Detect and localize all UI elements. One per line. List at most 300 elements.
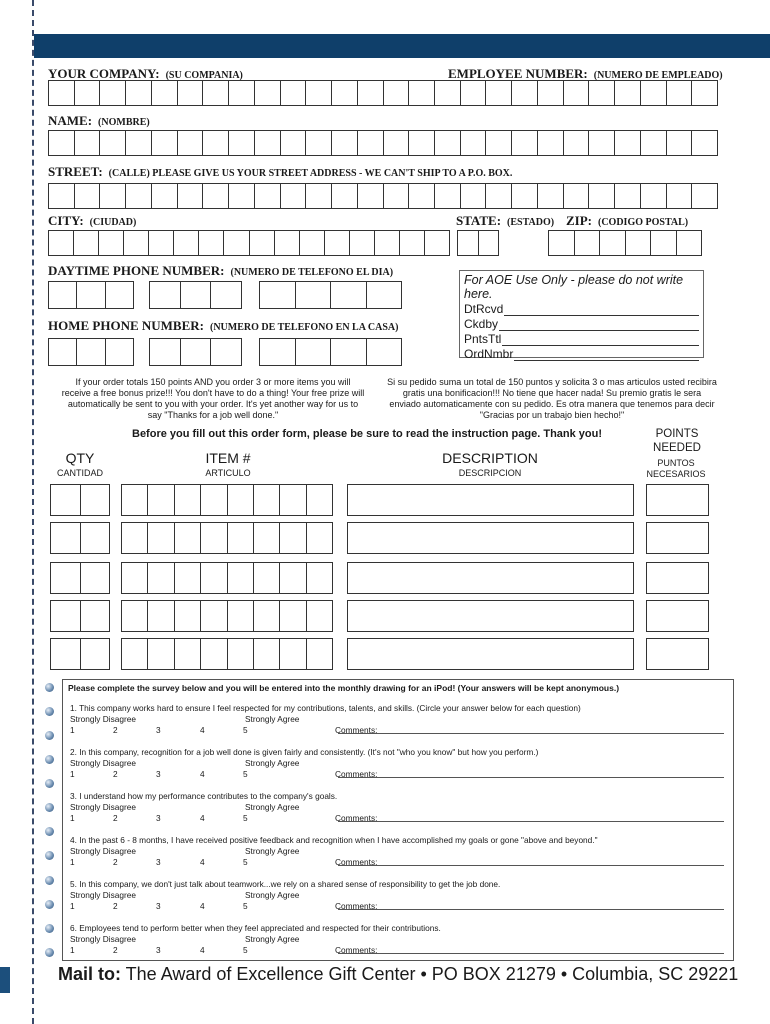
binder-hole-icon <box>45 924 54 933</box>
binder-hole-icon <box>45 683 54 692</box>
char-box[interactable] <box>331 339 367 365</box>
rating-option-1[interactable]: 1 <box>70 945 75 955</box>
rating-option-4[interactable]: 4 <box>200 725 205 735</box>
char-box[interactable] <box>400 231 425 255</box>
char-box[interactable] <box>615 81 641 105</box>
char-box[interactable] <box>99 231 124 255</box>
survey-question-text: 6. Employees tend to perform better when they feel appreciated and respected for their contributions. <box>70 923 441 933</box>
char-box[interactable] <box>148 563 174 593</box>
char-box[interactable] <box>49 184 75 208</box>
home-phone-prefix-boxes[interactable] <box>149 338 242 366</box>
char-box[interactable] <box>307 563 333 593</box>
char-box[interactable] <box>281 184 307 208</box>
zip-boxes[interactable] <box>548 230 702 256</box>
survey-question-6 <box>70 923 730 956</box>
points-input-row-1[interactable] <box>646 484 709 516</box>
rating-option-3[interactable]: 3 <box>156 857 161 867</box>
char-box[interactable] <box>228 601 254 631</box>
char-box[interactable] <box>692 131 718 155</box>
char-box[interactable] <box>331 282 367 308</box>
char-box[interactable] <box>228 485 254 515</box>
binder-hole-icon <box>45 803 54 812</box>
daytime-phone-area-boxes[interactable] <box>48 281 134 309</box>
strongly-disagree-label: Strongly Disagree <box>70 890 136 900</box>
char-box[interactable] <box>148 601 174 631</box>
rating-option-3[interactable]: 3 <box>156 813 161 823</box>
strongly-agree-label: Strongly Agree <box>245 934 300 944</box>
daytime-phone-prefix-boxes[interactable] <box>149 281 242 309</box>
char-box[interactable] <box>229 184 255 208</box>
char-box[interactable] <box>106 282 134 308</box>
char-box[interactable] <box>358 184 384 208</box>
char-box[interactable] <box>564 131 590 155</box>
char-box[interactable] <box>122 601 148 631</box>
binder-hole-icon <box>45 707 54 716</box>
char-box[interactable] <box>203 184 229 208</box>
char-box[interactable] <box>100 131 126 155</box>
char-box[interactable] <box>178 184 204 208</box>
char-box[interactable] <box>692 81 718 105</box>
char-box[interactable] <box>254 485 280 515</box>
char-box[interactable] <box>280 563 306 593</box>
char-box[interactable] <box>228 639 254 669</box>
rating-option-1[interactable]: 1 <box>70 813 75 823</box>
item-input-row-5[interactable] <box>121 638 333 670</box>
char-box[interactable] <box>148 485 174 515</box>
char-box[interactable] <box>549 231 575 255</box>
binder-hole-icon <box>45 948 54 957</box>
char-box[interactable] <box>615 184 641 208</box>
name-boxes[interactable] <box>48 130 718 156</box>
char-box[interactable] <box>458 231 479 255</box>
home-phone-line-boxes[interactable] <box>259 338 402 366</box>
char-box[interactable] <box>254 601 280 631</box>
char-box[interactable] <box>486 131 512 155</box>
char-box[interactable] <box>203 81 229 105</box>
char-box[interactable] <box>435 184 461 208</box>
char-box[interactable] <box>300 231 325 255</box>
char-box[interactable] <box>307 485 333 515</box>
char-box[interactable] <box>203 131 229 155</box>
char-box[interactable] <box>201 523 227 553</box>
char-box[interactable] <box>149 231 174 255</box>
strongly-agree-label: Strongly Agree <box>245 802 300 812</box>
char-box[interactable] <box>122 563 148 593</box>
char-box[interactable] <box>174 231 199 255</box>
city-boxes[interactable] <box>48 230 450 256</box>
char-box[interactable] <box>296 339 332 365</box>
comments-field[interactable]: Comments: <box>335 769 724 781</box>
binder-hole-icon <box>45 827 54 836</box>
char-box[interactable] <box>75 131 101 155</box>
char-box[interactable] <box>150 282 181 308</box>
char-box[interactable] <box>100 184 126 208</box>
char-box[interactable] <box>126 81 152 105</box>
strongly-disagree-label: Strongly Disagree <box>70 802 136 812</box>
char-box[interactable] <box>641 184 667 208</box>
qty-input-row-2[interactable] <box>50 522 110 554</box>
char-box[interactable] <box>51 563 81 593</box>
aoe-title: For AOE Use Only - please do not write here. <box>464 273 684 301</box>
char-box[interactable] <box>589 131 615 155</box>
description-input-row-4[interactable] <box>347 600 634 632</box>
strongly-agree-label: Strongly Agree <box>245 890 300 900</box>
aoe-line-date-received: DtRcvd <box>464 302 699 316</box>
char-box[interactable] <box>358 131 384 155</box>
char-box[interactable] <box>564 81 590 105</box>
char-box[interactable] <box>201 601 227 631</box>
employee-number-label: EMPLOYEE NUMBER: (NUMERO DE EMPLEADO) <box>448 66 723 81</box>
description-input-row-2[interactable] <box>347 522 634 554</box>
state-boxes[interactable] <box>457 230 499 256</box>
strongly-disagree-label: Strongly Disagree <box>70 714 136 724</box>
char-box[interactable] <box>409 81 435 105</box>
qty-input-row-1[interactable] <box>50 484 110 516</box>
home-phone-area-boxes[interactable] <box>48 338 134 366</box>
rating-option-4[interactable]: 4 <box>200 813 205 823</box>
qty-input-row-4[interactable] <box>50 600 110 632</box>
char-box[interactable] <box>49 282 77 308</box>
char-box[interactable] <box>81 563 111 593</box>
survey-question-5 <box>70 879 730 912</box>
binder-hole-icon <box>45 731 54 740</box>
binder-hole-icon <box>45 900 54 909</box>
char-box[interactable] <box>651 231 677 255</box>
char-box[interactable] <box>589 184 615 208</box>
char-box[interactable] <box>201 485 227 515</box>
char-box[interactable] <box>667 184 693 208</box>
char-box[interactable] <box>224 231 249 255</box>
rating-option-3[interactable]: 3 <box>156 901 161 911</box>
char-box[interactable] <box>126 184 152 208</box>
char-box[interactable] <box>75 184 101 208</box>
rating-option-2[interactable]: 2 <box>113 945 118 955</box>
aoe-line-order-number: OrdNmbr <box>464 347 699 361</box>
char-box[interactable] <box>306 81 332 105</box>
char-box[interactable] <box>178 81 204 105</box>
rating-option-5[interactable]: 5 <box>243 725 248 735</box>
item-subheader: ARTICULO <box>205 468 251 478</box>
char-box[interactable] <box>81 601 111 631</box>
char-box[interactable] <box>409 131 435 155</box>
comments-field[interactable]: Comments: <box>335 945 724 957</box>
rating-option-1[interactable]: 1 <box>70 901 75 911</box>
char-box[interactable] <box>51 523 81 553</box>
char-box[interactable] <box>260 282 296 308</box>
char-box[interactable] <box>51 485 81 515</box>
char-box[interactable] <box>615 131 641 155</box>
mail-address: The Award of Excellence Gift Center • PO BOX 21279 • Columbia, SC 29221 <box>121 964 739 984</box>
comments-field[interactable]: Comments: <box>335 901 724 913</box>
char-box[interactable] <box>74 231 99 255</box>
rating-option-2[interactable]: 2 <box>113 725 118 735</box>
char-box[interactable] <box>512 81 538 105</box>
strongly-agree-label: Strongly Agree <box>245 846 300 856</box>
rating-option-1[interactable]: 1 <box>70 769 75 779</box>
description-input-row-1[interactable] <box>347 484 634 516</box>
comments-field[interactable]: Comments: <box>335 725 724 737</box>
survey-question-4 <box>70 835 730 868</box>
char-box[interactable] <box>281 81 307 105</box>
char-box[interactable] <box>306 131 332 155</box>
char-box[interactable] <box>692 184 718 208</box>
char-box[interactable] <box>152 81 178 105</box>
qty-input-row-5[interactable] <box>50 638 110 670</box>
char-box[interactable] <box>49 231 74 255</box>
char-box[interactable] <box>280 485 306 515</box>
char-box[interactable] <box>49 131 75 155</box>
char-box[interactable] <box>254 639 280 669</box>
page-tab <box>0 967 10 993</box>
rating-option-2[interactable]: 2 <box>113 901 118 911</box>
char-box[interactable] <box>332 81 358 105</box>
item-input-row-4[interactable] <box>121 600 333 632</box>
rating-option-4[interactable]: 4 <box>200 945 205 955</box>
char-box[interactable] <box>106 339 134 365</box>
rating-option-4[interactable]: 4 <box>200 901 205 911</box>
description-subheader: DESCRIPCION <box>458 468 522 478</box>
item-input-row-2[interactable] <box>121 522 333 554</box>
char-box[interactable] <box>667 131 693 155</box>
order-instruction: Before you fill out this order form, please be sure to read the instruction page. Thank you! <box>132 428 603 440</box>
aoe-line-checked-by: Ckdby <box>464 317 699 331</box>
header-bar <box>34 34 770 58</box>
char-box[interactable] <box>512 184 538 208</box>
char-box[interactable] <box>435 81 461 105</box>
survey-question-text: 5. In this company, we don't just talk about teamwork...we rely on a shared sense of responsibility to get the job done. <box>70 879 501 889</box>
rating-option-2[interactable]: 2 <box>113 857 118 867</box>
char-box[interactable] <box>175 485 201 515</box>
char-box[interactable] <box>201 639 227 669</box>
rating-option-3[interactable]: 3 <box>156 945 161 955</box>
char-box[interactable] <box>254 563 280 593</box>
char-box[interactable] <box>152 184 178 208</box>
char-box[interactable] <box>538 184 564 208</box>
survey-question-text: 1. This company works hard to ensure I feel respected for my contributions, talents, and skills. (Circle your answer below for each question) <box>70 703 581 713</box>
char-box[interactable] <box>255 81 281 105</box>
char-box[interactable] <box>409 184 435 208</box>
char-box[interactable] <box>384 81 410 105</box>
char-box[interactable] <box>307 601 333 631</box>
char-box[interactable] <box>461 81 487 105</box>
rating-option-1[interactable]: 1 <box>70 857 75 867</box>
char-box[interactable] <box>486 184 512 208</box>
char-box[interactable] <box>228 563 254 593</box>
char-box[interactable] <box>641 81 667 105</box>
char-box[interactable] <box>280 601 306 631</box>
state-label: STATE: (ESTADO) <box>456 213 555 228</box>
char-box[interactable] <box>49 81 75 105</box>
rating-option-5[interactable]: 5 <box>243 813 248 823</box>
survey-question-text: 3. I understand how my performance contributes to the company's goals. <box>70 791 338 801</box>
char-box[interactable] <box>175 601 201 631</box>
char-box[interactable] <box>152 131 178 155</box>
char-box[interactable] <box>77 339 105 365</box>
item-input-row-3[interactable] <box>121 562 333 594</box>
char-box[interactable] <box>332 184 358 208</box>
company-employee-boxes[interactable] <box>48 80 718 106</box>
aoe-line-points-total: PntsTtl <box>464 332 699 346</box>
rating-option-5[interactable]: 5 <box>243 901 248 911</box>
char-box[interactable] <box>538 131 564 155</box>
char-box[interactable] <box>275 231 300 255</box>
char-box[interactable] <box>280 523 306 553</box>
survey-question-text: 2. In this company, recognition for a job well done is given fairly and consistently. (It's not "who you know" but how you perform.) <box>70 747 539 757</box>
char-box[interactable] <box>307 523 333 553</box>
char-box[interactable] <box>75 81 101 105</box>
char-box[interactable] <box>626 231 652 255</box>
points-input-row-5[interactable] <box>646 638 709 670</box>
rating-option-4[interactable]: 4 <box>200 769 205 779</box>
char-box[interactable] <box>677 231 703 255</box>
char-box[interactable] <box>461 131 487 155</box>
char-box[interactable] <box>77 282 105 308</box>
char-box[interactable] <box>229 81 255 105</box>
char-box[interactable] <box>575 231 601 255</box>
char-box[interactable] <box>667 81 693 105</box>
rating-option-1[interactable]: 1 <box>70 725 75 735</box>
char-box[interactable] <box>461 184 487 208</box>
survey-question-1 <box>70 703 730 736</box>
binder-hole-icon <box>45 876 54 885</box>
char-box[interactable] <box>255 131 281 155</box>
daytime-phone-label: DAYTIME PHONE NUMBER: (NUMERO DE TELEFONO EL DIA) <box>48 263 394 278</box>
rating-option-2[interactable]: 2 <box>113 769 118 779</box>
char-box[interactable] <box>126 131 152 155</box>
char-box[interactable] <box>228 523 254 553</box>
char-box[interactable] <box>211 282 242 308</box>
points-input-row-2[interactable] <box>646 522 709 554</box>
qty-subheader: CANTIDAD <box>56 468 103 478</box>
char-box[interactable] <box>296 282 332 308</box>
char-box[interactable] <box>148 523 174 553</box>
rating-option-2[interactable]: 2 <box>113 813 118 823</box>
char-box[interactable] <box>367 339 403 365</box>
points-header: POINTS NEEDED <box>653 428 701 454</box>
char-box[interactable] <box>384 184 410 208</box>
char-box[interactable] <box>600 231 626 255</box>
char-box[interactable] <box>255 184 281 208</box>
description-input-row-3[interactable] <box>347 562 634 594</box>
char-box[interactable] <box>81 639 111 669</box>
char-box[interactable] <box>211 339 242 365</box>
char-box[interactable] <box>81 485 111 515</box>
char-box[interactable] <box>250 231 275 255</box>
char-box[interactable] <box>51 639 81 669</box>
city-label: CITY: (CIUDAD) <box>48 213 137 228</box>
char-box[interactable] <box>148 639 174 669</box>
char-box[interactable] <box>332 131 358 155</box>
char-box[interactable] <box>307 639 333 669</box>
char-box[interactable] <box>122 639 148 669</box>
char-box[interactable] <box>254 523 280 553</box>
rating-option-5[interactable]: 5 <box>243 769 248 779</box>
char-box[interactable] <box>122 485 148 515</box>
rating-option-4[interactable]: 4 <box>200 857 205 867</box>
char-box[interactable] <box>479 231 500 255</box>
char-box[interactable] <box>49 339 77 365</box>
char-box[interactable] <box>589 81 615 105</box>
mail-to-label: Mail to: <box>58 964 121 984</box>
qty-header: QTY <box>65 450 95 466</box>
comments-field[interactable]: Comments: <box>335 813 724 825</box>
char-box[interactable] <box>512 131 538 155</box>
char-box[interactable] <box>81 523 111 553</box>
description-header: DESCRIPTION <box>442 450 538 466</box>
char-box[interactable] <box>375 231 400 255</box>
char-box[interactable] <box>641 131 667 155</box>
char-box[interactable] <box>199 231 224 255</box>
survey-question-3 <box>70 791 730 824</box>
description-input-row-5[interactable] <box>347 638 634 670</box>
char-box[interactable] <box>178 131 204 155</box>
strongly-agree-label: Strongly Agree <box>245 714 300 724</box>
char-box[interactable] <box>306 184 332 208</box>
bonus-note-spanish: Si su pedido suma un total de 150 puntos y solicita 3 o mas articulos usted recibira gratis una bonificacion!!! No tiene que hacer nada! Su premio gratis le sera enviado automaticamente con su pedido. Es otra manera que tenemos para decir "Gracias por un trabajo bien hecho!" <box>387 377 717 420</box>
char-box[interactable] <box>325 231 350 255</box>
qty-input-row-3[interactable] <box>50 562 110 594</box>
points-input-row-4[interactable] <box>646 600 709 632</box>
char-box[interactable] <box>124 231 149 255</box>
char-box[interactable] <box>181 339 212 365</box>
rating-option-3[interactable]: 3 <box>156 725 161 735</box>
char-box[interactable] <box>435 131 461 155</box>
strongly-disagree-label: Strongly Disagree <box>70 758 136 768</box>
char-box[interactable] <box>538 81 564 105</box>
daytime-phone-line-boxes[interactable] <box>259 281 402 309</box>
points-input-row-3[interactable] <box>646 562 709 594</box>
rating-option-5[interactable]: 5 <box>243 945 248 955</box>
strongly-agree-label: Strongly Agree <box>245 758 300 768</box>
char-box[interactable] <box>201 563 227 593</box>
char-box[interactable] <box>358 81 384 105</box>
cut-line <box>32 0 34 1024</box>
points-subheader: PUNTOS NECESARIOS <box>646 458 706 479</box>
char-box[interactable] <box>122 523 148 553</box>
binder-hole-icon <box>45 779 54 788</box>
char-box[interactable] <box>175 523 201 553</box>
char-box[interactable] <box>425 231 450 255</box>
comments-field[interactable]: Comments: <box>335 857 724 869</box>
char-box[interactable] <box>350 231 375 255</box>
char-box[interactable] <box>384 131 410 155</box>
char-box[interactable] <box>486 81 512 105</box>
char-box[interactable] <box>175 639 201 669</box>
rating-option-5[interactable]: 5 <box>243 857 248 867</box>
survey-heading: Please complete the survey below and you will be entered into the monthly drawing for an iPod! (Your answers will be kept anonymous.) <box>68 683 620 693</box>
item-header: ITEM # <box>205 450 251 466</box>
street-boxes[interactable] <box>48 183 718 209</box>
aoe-use-only-box <box>459 270 704 361</box>
char-box[interactable] <box>175 563 201 593</box>
char-box[interactable] <box>281 131 307 155</box>
home-phone-label: HOME PHONE NUMBER: (NUMERO DE TELEFONO EN LA CASA) <box>48 318 399 333</box>
char-box[interactable] <box>150 339 181 365</box>
char-box[interactable] <box>564 184 590 208</box>
char-box[interactable] <box>280 639 306 669</box>
item-input-row-1[interactable] <box>121 484 333 516</box>
zip-label: ZIP: (CODIGO POSTAL) <box>566 213 689 228</box>
char-box[interactable] <box>260 339 296 365</box>
char-box[interactable] <box>51 601 81 631</box>
char-box[interactable] <box>367 282 403 308</box>
char-box[interactable] <box>181 282 212 308</box>
char-box[interactable] <box>100 81 126 105</box>
rating-option-3[interactable]: 3 <box>156 769 161 779</box>
char-box[interactable] <box>229 131 255 155</box>
bonus-note-english: If your order totals 150 points AND you order 3 or more items you will receive a free bonus prize!!! You don't have to do a thing! Your free prize will automatically be sent to you with your order. It's yet another way for us to say "Thanks for a job well done." <box>61 377 365 420</box>
binder-hole-icon <box>45 755 54 764</box>
